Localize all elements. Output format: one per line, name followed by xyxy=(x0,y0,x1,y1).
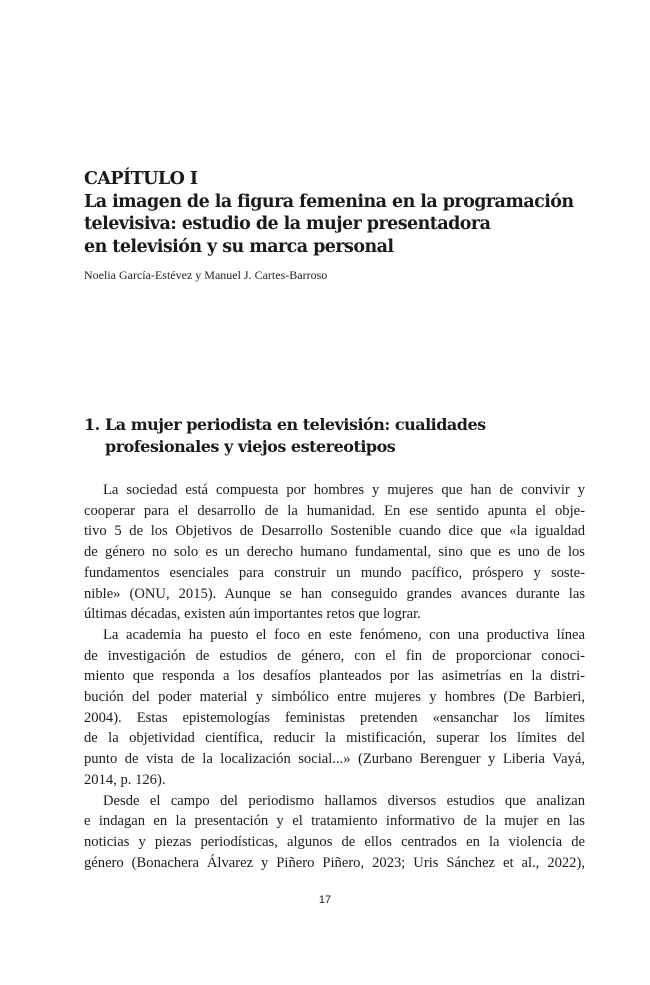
text-line: 2014, p. 126). xyxy=(84,771,166,788)
paragraph xyxy=(84,625,585,791)
chapter-header xyxy=(84,168,584,283)
text-line: noticias y piezas periodísticas, algunos de ellos centrados en la violencia de xyxy=(84,833,585,850)
section-heading xyxy=(84,414,584,457)
page-number: 17 xyxy=(318,894,332,906)
section-title-line: La mujer periodista en televisión: cualidades xyxy=(105,415,486,434)
text-line: miento que responda a los desafíos planteados por las asimetrías en la distri- xyxy=(84,668,585,685)
text-line: de la objetividad científica, reducir la mistificación, superar los límites del xyxy=(84,730,585,747)
text-line: La academia ha puesto el foco en este fenómeno, con una productiva línea xyxy=(103,626,585,643)
text-line: bución del poder material y simbólico entre mujeres y hombres (De Barbieri, xyxy=(84,689,585,706)
text-line: género (Bonachera Álvarez y Piñero Piñero, 2023; Uris Sánchez et al., 2022), xyxy=(84,854,585,871)
section-number: 1. xyxy=(84,415,100,434)
text-line: e indagan en la presentación y el tratamiento informativo de la mujer en las xyxy=(84,813,585,830)
text-line: La sociedad está compuesta por hombres y mujeres que han de convivir y xyxy=(103,482,585,498)
chapter-title-line: televisiva: estudio de la mujer presentadora xyxy=(84,214,491,234)
text-line: tivo 5 de los Objetivos de Desarrollo Sostenible cuando dice que «la igualdad xyxy=(84,523,585,540)
paragraph xyxy=(84,480,585,625)
text-line: nible» (ONU, 2015). Aunque se han conseguido grandes avances durante las xyxy=(84,585,585,602)
text-line: últimas décadas, existen aún importantes retos que lograr. xyxy=(84,606,421,623)
text-line: 2004). Estas epistemologías feministas pretenden «ensanchar los límites xyxy=(84,709,585,726)
text-line: fundamentos esenciales para construir un mundo pacífico, próspero y soste- xyxy=(84,564,585,581)
chapter-title xyxy=(84,191,584,259)
chapter-title-line: La imagen de la figura femenina en la programación xyxy=(84,191,574,212)
section-title-line: profesionales y viejos estereotipos xyxy=(105,436,396,456)
chapter-authors: Noelia García-Estévez y Manuel J. Cartes-Barroso xyxy=(84,268,328,282)
chapter-label: CAPÍTULO I xyxy=(84,169,198,189)
text-line: punto de vista de la localización social...» (Zurbano Berenguer y Liberia Vayá, xyxy=(84,751,585,768)
chapter-title-line: en televisión y su marca personal xyxy=(84,236,394,257)
text-line: de investigación de estudios de género, con el fin de proporcionar conoci- xyxy=(84,647,585,664)
paragraph xyxy=(84,791,585,874)
text-line: de género no solo es un derecho humano fundamental, sino que es uno de los xyxy=(84,544,585,561)
body-text xyxy=(84,480,585,873)
text-line: cooperar para el desarrollo de la humanidad. En ese sentido apunta el obje- xyxy=(84,502,585,519)
text-line: Desde el campo del periodismo hallamos diversos estudios que analizan xyxy=(103,792,585,809)
